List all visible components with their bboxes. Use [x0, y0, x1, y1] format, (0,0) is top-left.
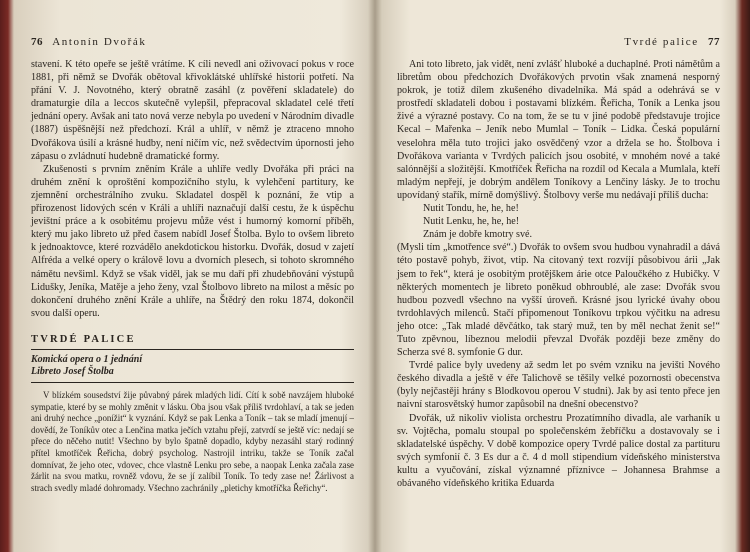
running-head-title: Tvrdé palice: [624, 36, 699, 48]
synopsis-text: V blízkém sousedství žije půvabný párek mladých lidí. Cítí k sobě navzájem hluboké sympatie, které by se mohly změnit v lásku. Oba jsou však příliš tvrdohlaví, a tak se jeden ani druhý nechce „ponížit“ k vyznání. Když se pak Lenka a Toník – tak se mladí jmenují – dovědí, že Toníkův otec a Lenčina matka ječích vztahu přejí, zatvrdí se ještě víc: nedají se přece do něčeho nutit! Všechno by bylo špatně dopadlo, kdyby nezasáhl starý rodinný přítel kmotříček Řeřicha, dobrý psycholog. Nastrojil intriku, takže se Toník začal domnívat, že jeho otec, vdovec, chce vlastně Lenku pro sebe, a naopak Lenka začala zase žárlit na svou matku, rovněž vdovu, že se jí zalíbil Toník. To tedy zase ne! Žárlivost a strach svedly mladé dohromady. Všechno zachránily „pletichy kmotříčka Řeřichy“.: [31, 389, 354, 493]
synopsis: [31, 390, 354, 494]
left-page-body: [31, 58, 354, 494]
paragraph: Zkušenosti s prvním zněním Krále a uhlíře vedly Dvořáka při práci na druhém znění k oproštění kompozičního stylu, k vylehčení partitury, ke zjemnění orchestrálního zvuku. Skladatel dospěl k poznání, že vtip a přirozenost lidových scén v Králi a uhlíři naznačují další cestu, že k úspěchu jevištní práce a k osobitému projevu může vést i humorný komorní příběh, který mu jako libreto už před časem nabídl Josef Štolba. Bylo to ovšem libreto k jednoaktovce, které rozvádělo anekdotickou historku. Dvořák, dosud v zajetí Alfréda a velké opery o králově lovu a dvorních plesech, si tohoto skromného námětu nevšiml. Když se však viděl, jak se mu daří při zhudebňování výstupů Lidušky, Jeníka, Matěje a jeho ženy, vzal Štolbovo libreto na milost a měsíc po dokončení druhého znění Krále a uhlíře, na Štědrý den roku 1874, dokončil svou další operu.: [31, 163, 354, 319]
paragraph: Ani toto libreto, jak vidět, není zvlášť hluboké a duchaplné. Proti námětům a libretům obou předchozích Dvořákových prvotin však znamená nesporný pokrok, je totiž dílem zkušeného divadelníka. Má spád a odehrává se v prostředí skladateli dobou i postavami blízkém. Řeřicha, Toník a Lenka jsou živé a výrazné postavy. Co na tom, že se tu v jiné podobě představuje trojice Kecal – Mařenka – Jeník nebo Mumlal – Toník – Lidka. Česká populární veselohra měla tuto trojici jako osvědčený vzor a držela se ho. Štolbova i Dvořákova varianta v Tvrdých palicích jsou osobité, v mnohém nové a také salónnější a složitější. Kmotříček Řeřicha na rozdíl od Kecala a Mumlala, kteří mladým nepřejí, je dobrým andělem Toníkovy a Lenčiny lásky. Je to trochu upovídaný stařík, mírně domýšlivý. Štolbovy verše mu nedávají příliš ducha:: [397, 59, 720, 201]
divider: [31, 382, 354, 383]
section-title: TVRDÉ PALICE: [31, 333, 354, 350]
page-number: 76: [31, 36, 43, 48]
opera-subtitle: [31, 354, 354, 379]
paragraph: Tvrdé palice byly uvedeny až sedm let po svém vzniku na jevišti Nového českého divadla a ještě v éře Talichově se těšily velké pozornosti obecenstva (byly nejčastěji hrány s Blodkovou operou V studni). Jak by asi tento přece jen naivní starosvětský humor zapůsobil na dnešní obecenstvo?: [397, 360, 720, 411]
verse-line: Nutit Tondu, he, he, he!: [423, 203, 519, 215]
right-page: [386, 0, 732, 552]
paragraph: Dvořák, už nikoliv violista orchestru Prozatímního divadla, ale varhaník u sv. Vojtěcha, pomalu stoupal po společenském žebříčku a dostavovaly se i skladatelské úspěchy. V době kompozice opery Tvrdé palice dostal za partituru svých symfonií č. 3 Es dur a č. 4 d moll stipendium vídeňského ministerstva kultu a vyučování, získal významné příznivce – Johannesa Brahmse a obávaného vídeňského kritika Eduarda: [397, 412, 720, 489]
left-running-head: [31, 36, 146, 48]
paragraph: stavení. K této opeře se ještě vrátíme. K cíli nevedl ani oživovací pokus v roce 1881, při němž se Dvořák obětoval křivoklátské uhlířské historii potřetí. Na přání V. J. Novotného, který obratně zasáhl (z pověření skladatele) do dramaturgie díla a leccos skutečně vylepšil, přepracoval skladatel celé třetí jednání opery. Avšak ani tato nová verze nebyla po uvedení v Národním divadle (1887) úspěšnější než předchozí. Král a uhlíř, v němž je ztraceno mnoho Dvořákova úsilí a krásné hudby, není ničím víc, než svědectvím úpornosti jeho zápasu o zvládnutí hudebně dramatické formy.: [31, 59, 354, 162]
page-number: 77: [708, 36, 720, 48]
paragraph: (Mysli tím „kmotřence své“.) Dvořák to ovšem svou hudbou vynahradil a dává této postavě pohyb, život, vtip. Na citovaný text rozvíjí působivou árii „Jak jsem to řek“, která je osobitým protějškem árie otce Paloučkého z Hubičky. V některých momentech je libreto poněkud obhroublé, ale zase: Dvořák svou hudbou pozvedl všechno na vyšší úroveň. Krásné jsou lyrické úvahy obou tvrdohlavých milenců. Stačí připomenout Toníkovu trpkou výčitku na adresu jeho otce: „Tak mladé děvčátko, tak starý muž, ten by měl nechat ženit se!“ Tuto zpěvnou, líbeznou melodii převzal Dvořák později beze změny do Scherza své 8. symfonie G dur.: [397, 242, 720, 359]
right-running-head: [624, 36, 720, 48]
left-page: [20, 0, 366, 552]
verse-line: Znám je dobře kmotry své.: [423, 229, 533, 241]
running-head-title: Antonín Dvořák: [52, 36, 147, 48]
verse-line: Nutit Lenku, he, he, he!: [423, 216, 520, 228]
right-page-body: [397, 58, 720, 490]
subtitle-libretto: Libreto Josef Štolba: [31, 366, 114, 378]
subtitle-genre: Komická opera o 1 jednání: [31, 353, 143, 365]
